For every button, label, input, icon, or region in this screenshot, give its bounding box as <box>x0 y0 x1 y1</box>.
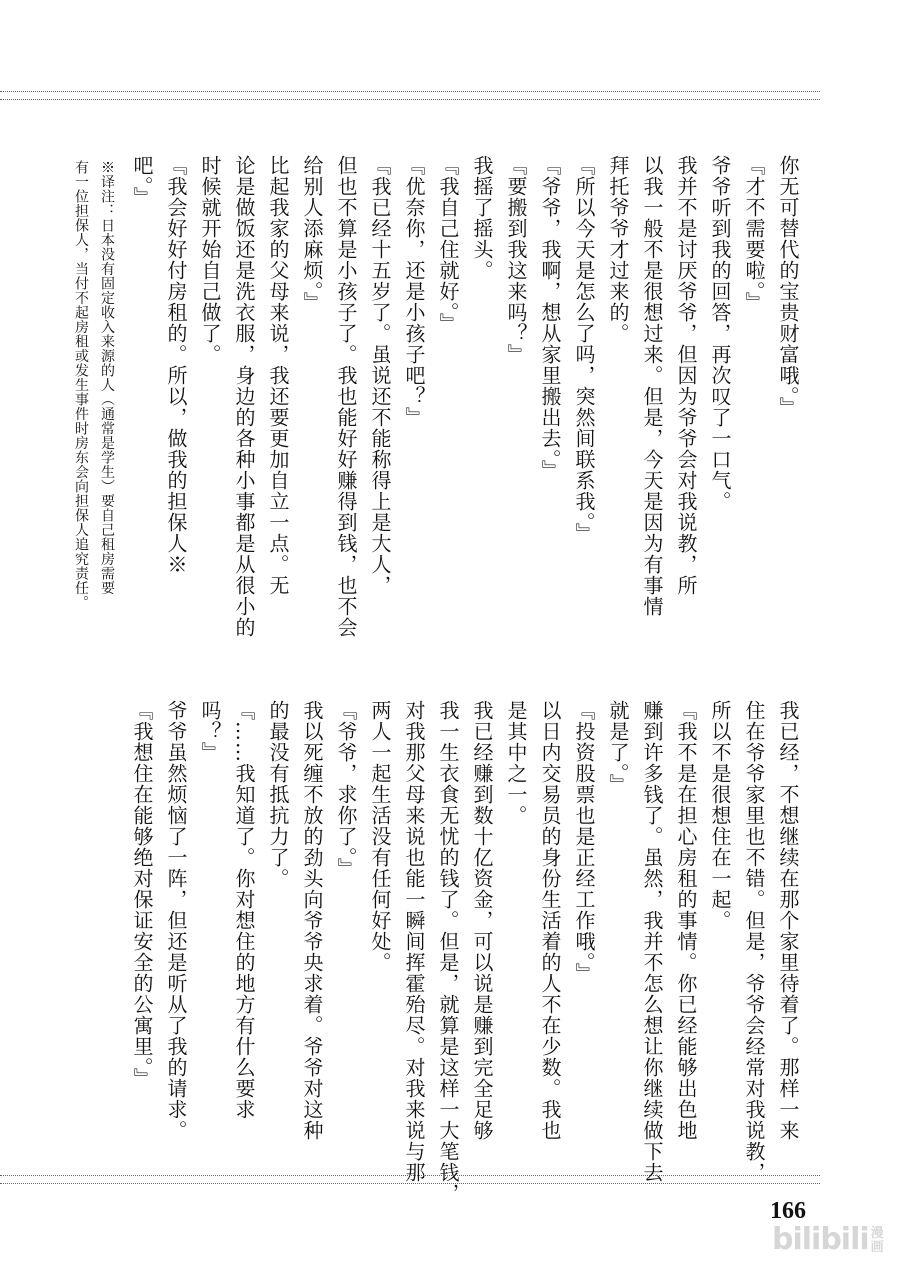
translator-note: ※译注：日本没有固定收入来源的人（通常是学生）要自己租房需要 有一位担保人，当付不起房租或发生事件时房东会向担保人追究责任。 <box>73 160 115 610</box>
top-border-rule <box>0 91 820 100</box>
upper-text-block: 你无可替代的宝贵财富哦。』 『才不需要啦。』 爷爷听到我的回答，再次叹了一口气。 我并不是讨厌爷爷，但因为爷爷会对我说教，所 以我一般不是很想过来。但是，今天是因为有事情 拜托爷爷才过来的。 『所以今天是怎么了吗，突然间联系我。』 『爷爷，我啊，想从家里搬出去。』 『要搬到我这来吗？』 我摇了摇头。 『我自己住就好。』 『优奈你，还是小孩子吧？』 『我已经十五岁了。虽说还不能称得上是大人， 但也不算是小孩子了。我也能好好赚得到钱，也不会 给别人添麻烦。』 比起我家的父母来说，我还要更加自立一点。无 论是做饭还是洗衣服，身边的各种小事都是从很小的 时候就开始自己做了。 『我会好好付房租的。所以，做我的担保人※ 吧。』 <box>130 155 800 638</box>
bilibili-manga-watermark <box>772 1222 887 1257</box>
bottom-border-rule <box>0 1175 820 1184</box>
lower-text-block: 我已经，不想继续在那个家里待着了。那样一来 住在爷爷家里也不错。但是，爷爷会经常对我说教， 所以不是很想住在一起。 『我不是在担心房租的事情。你已经能够出色地 赚到许多钱了。虽然，我并不怎么想让你继续做下去 就是了。』 『投资股票也是正经工作哦。』 以日内交易员的身份生活着的人不在少数。我也 是其中之一。 我已经赚到数十亿资金，可以说是赚到完全足够 我一生衣食无忧的钱了。但是，就算是这样一大笔钱， 对我那父母来说也能一瞬间挥霍殆尽。对我来说与那 两人一起生活没有任何好处。 『爷爷，求你了。』 我以死缠不放的劲头向爷爷央求着。爷爷对这种 的最没有抵抗力了。 『……我知道了。你对想住的地方有什么要求 吗？』 爷爷虽然烦恼了一阵，但还是听从了我的请求。 『我想住在能够绝对保证安全的公寓里。』 <box>130 700 800 1204</box>
watermark-brand: bilibili <box>772 1222 869 1257</box>
watermark-manga-label: 漫画 <box>870 1225 883 1255</box>
page-number: 166 <box>770 1198 806 1224</box>
